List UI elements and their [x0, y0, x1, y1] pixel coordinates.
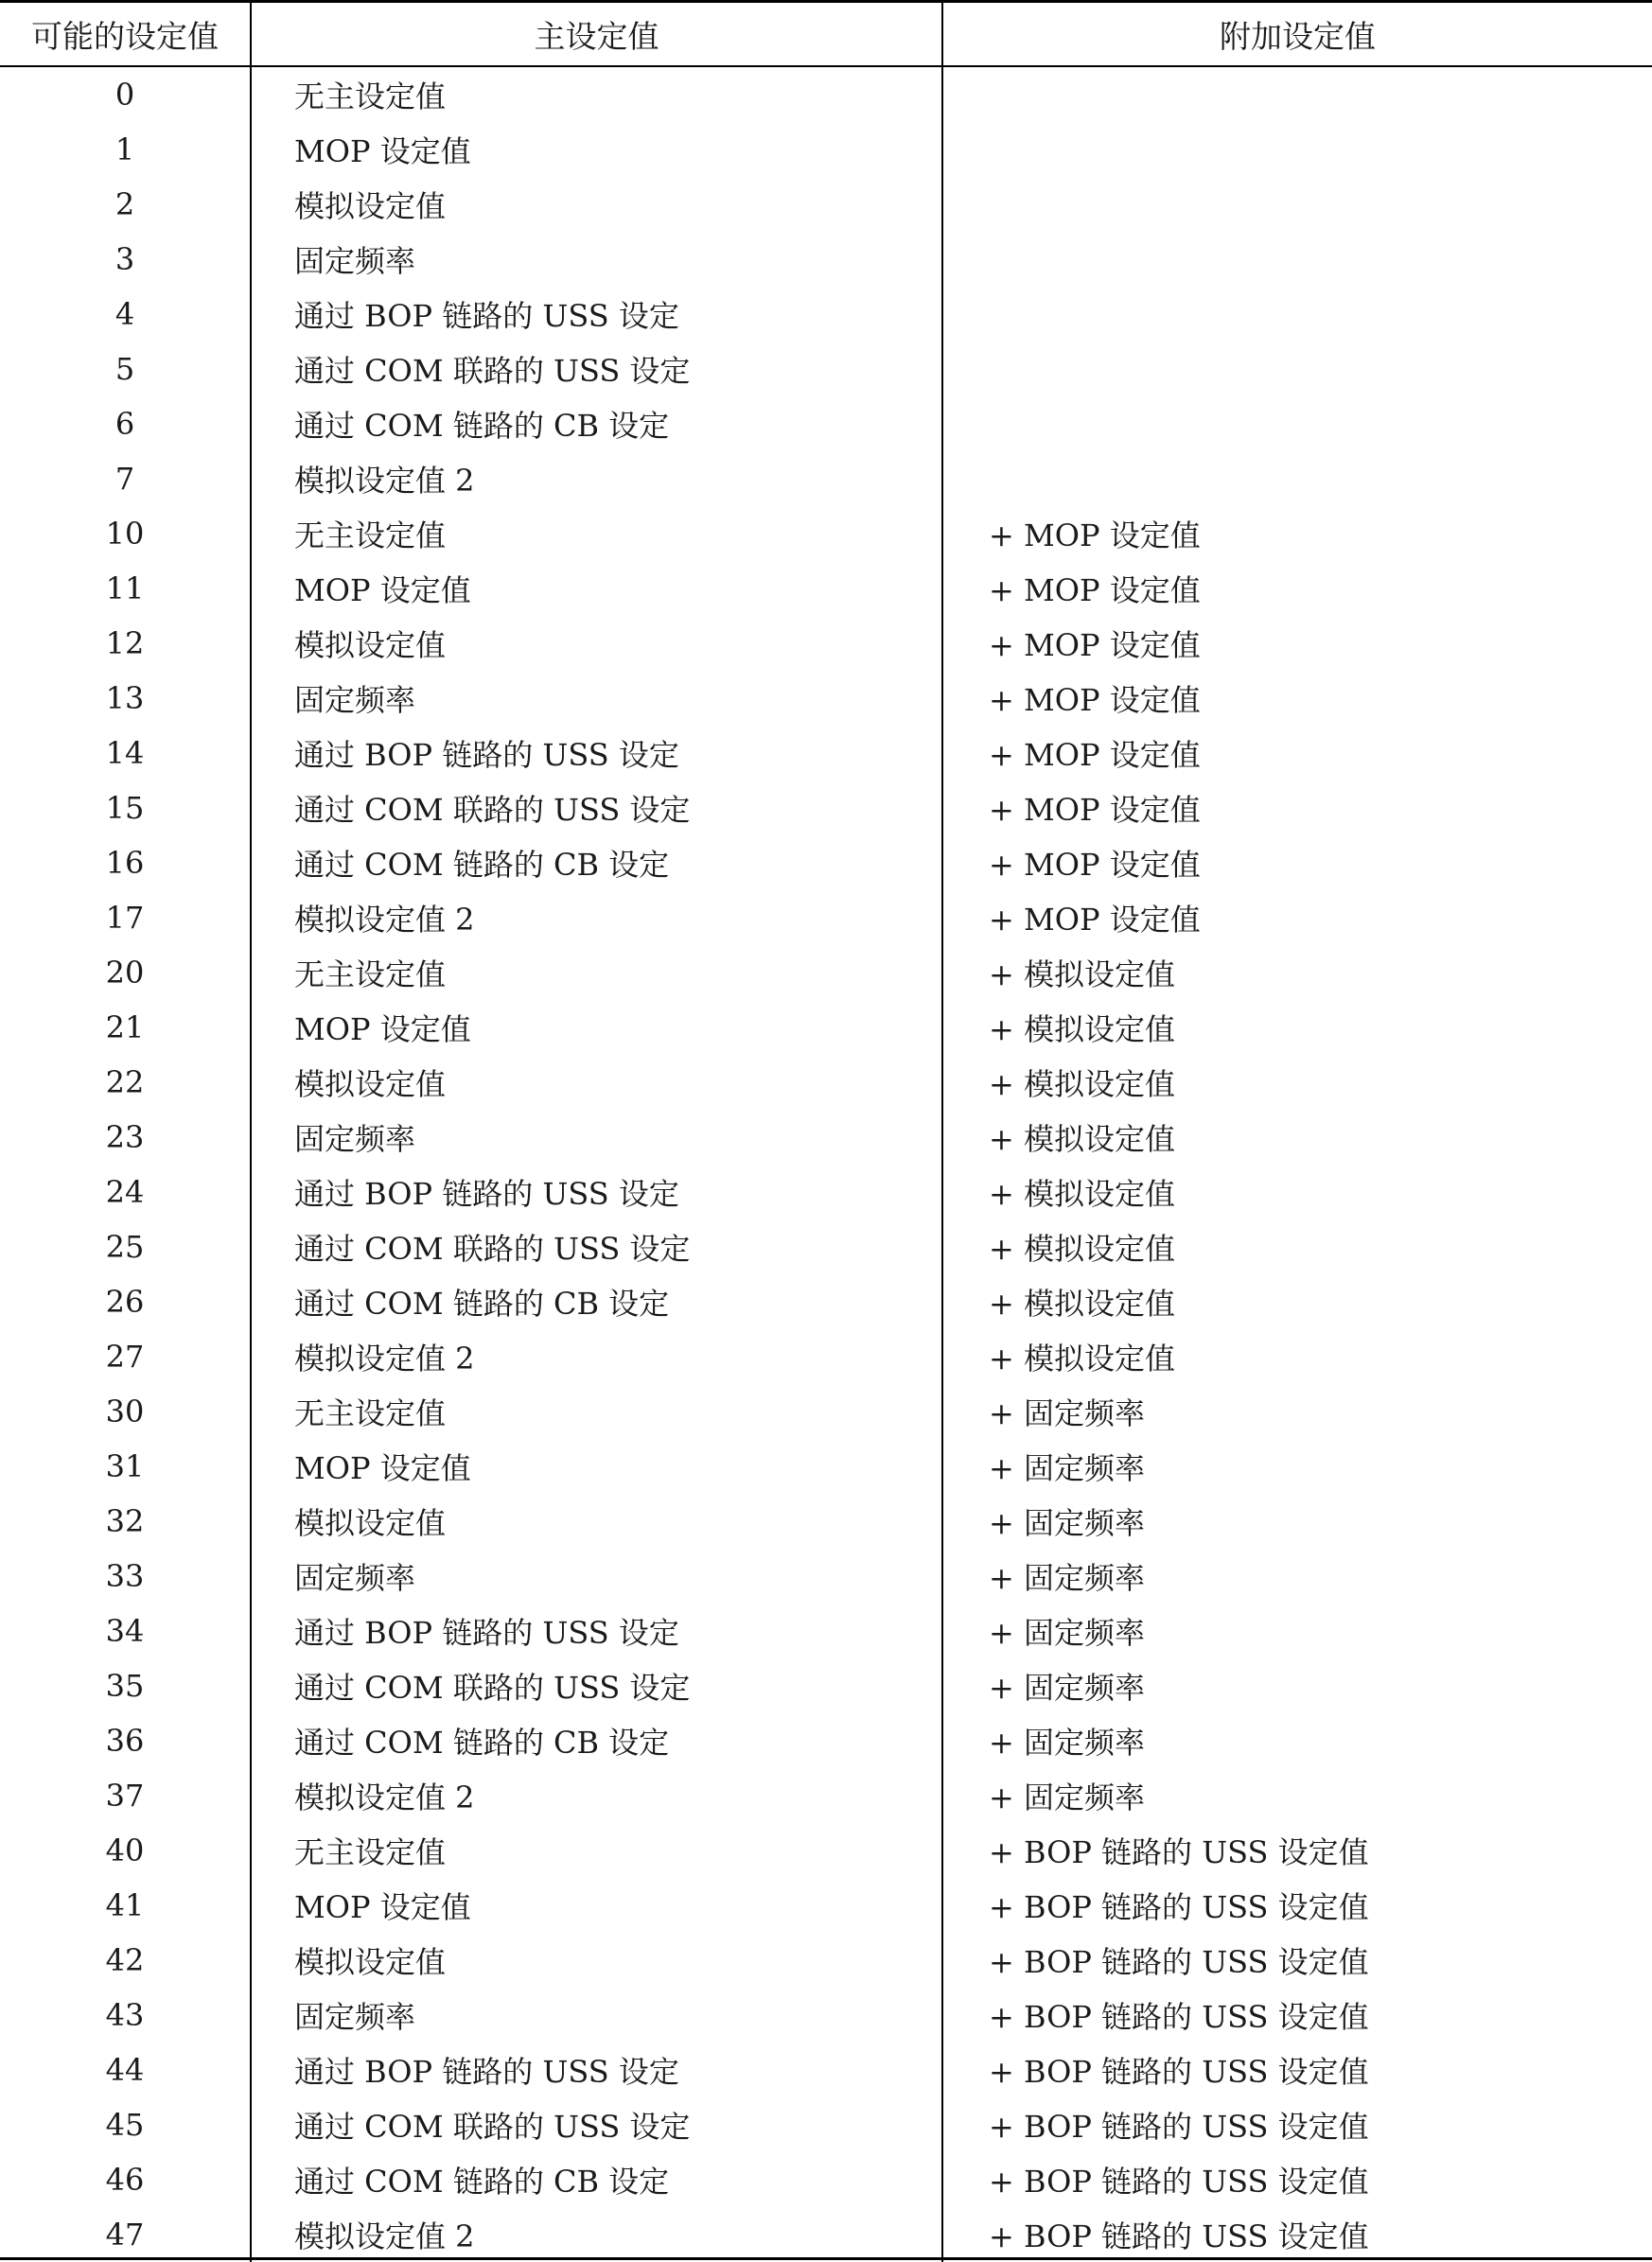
- cell-main-setpoint: 通过 COM 链路的 CB 设定: [251, 2152, 942, 2207]
- cell-main-setpoint: 模拟设定值 2: [251, 2207, 942, 2262]
- table-row: [0, 1713, 1652, 1768]
- cell-additional-setpoint: + MOP 设定值: [989, 902, 1201, 938]
- cell-main-setpoint: MOP 设定值: [251, 561, 942, 616]
- table-row: [0, 2097, 1652, 2152]
- cell-additional-setpoint: [942, 177, 1652, 232]
- cell-main-setpoint: 无主设定值: [251, 945, 942, 1000]
- cell-possible-value: 33: [0, 1549, 251, 1604]
- table-row: [0, 2043, 1652, 2097]
- cell-possible-value: 11: [0, 561, 251, 616]
- cell-possible-value: 25: [0, 1219, 251, 1274]
- cell-main-setpoint: MOP 设定值: [251, 1878, 942, 1933]
- cell-additional-setpoint: + MOP 设定值: [989, 627, 1201, 663]
- table-row: [0, 1768, 1652, 1823]
- table-row: [0, 2207, 1652, 2262]
- cell-additional-setpoint: + MOP 设定值: [989, 682, 1201, 718]
- cell-main-setpoint: MOP 设定值: [251, 1439, 942, 1494]
- table-row: [0, 890, 1652, 945]
- cell-possible-value: 22: [0, 1055, 251, 1110]
- cell-main-setpoint: 通过 BOP 链路的 USS 设定: [251, 1604, 942, 1658]
- cell-main-setpoint: 通过 COM 链路的 CB 设定: [251, 396, 942, 451]
- cell-main-setpoint: 通过 COM 联路的 USS 设定: [251, 780, 942, 835]
- table-row: [0, 1988, 1652, 2043]
- cell-main-setpoint: 模拟设定值: [251, 177, 942, 232]
- setpoint-table: [0, 3, 1652, 2262]
- cell-additional-setpoint: + MOP 设定值: [989, 572, 1201, 608]
- cell-additional-setpoint: + 固定频率: [989, 1505, 1145, 1541]
- table-row: [0, 616, 1652, 671]
- table-body: [0, 66, 1652, 2262]
- cell-main-setpoint: 无主设定值: [251, 506, 942, 561]
- cell-possible-value: 17: [0, 890, 251, 945]
- table-row: [0, 66, 1652, 122]
- cell-main-setpoint: 通过 COM 链路的 CB 设定: [251, 1274, 942, 1329]
- cell-main-setpoint: 模拟设定值 2: [251, 451, 942, 506]
- cell-possible-value: 42: [0, 1933, 251, 1988]
- cell-possible-value: 35: [0, 1658, 251, 1713]
- table-row: [0, 1878, 1652, 1933]
- cell-additional-setpoint: + BOP 链路的 USS 设定值: [989, 2218, 1369, 2254]
- cell-additional-setpoint: + MOP 设定值: [989, 517, 1201, 553]
- table-row: [0, 287, 1652, 342]
- header-additional-setpoint: 附加设定值: [942, 3, 1652, 66]
- cell-additional-setpoint: + BOP 链路的 USS 设定值: [989, 1999, 1369, 2035]
- cell-possible-value: 27: [0, 1329, 251, 1384]
- table-row: [0, 835, 1652, 890]
- header-possible-value: 可能的设定值: [0, 3, 251, 66]
- cell-possible-value: 26: [0, 1274, 251, 1329]
- cell-additional-setpoint: + BOP 链路的 USS 设定值: [989, 1944, 1369, 1980]
- table-row: [0, 1329, 1652, 1384]
- cell-main-setpoint: 模拟设定值 2: [251, 1768, 942, 1823]
- cell-possible-value: 14: [0, 726, 251, 780]
- cell-additional-setpoint: + 固定频率: [989, 1560, 1145, 1596]
- cell-main-setpoint: 无主设定值: [251, 1823, 942, 1878]
- table-row: [0, 1055, 1652, 1110]
- cell-additional-setpoint: [942, 287, 1652, 342]
- cell-main-setpoint: 通过 BOP 链路的 USS 设定: [251, 287, 942, 342]
- cell-main-setpoint: 模拟设定值: [251, 616, 942, 671]
- cell-possible-value: 5: [0, 342, 251, 396]
- cell-possible-value: 30: [0, 1384, 251, 1439]
- table-row: [0, 1658, 1652, 1713]
- cell-additional-setpoint: + BOP 链路的 USS 设定值: [989, 1834, 1369, 1870]
- table-row: [0, 561, 1652, 616]
- table-row: [0, 1549, 1652, 1604]
- table-row: [0, 945, 1652, 1000]
- table-row: [0, 671, 1652, 726]
- cell-possible-value: 37: [0, 1768, 251, 1823]
- cell-main-setpoint: 固定频率: [251, 232, 942, 287]
- cell-possible-value: 16: [0, 835, 251, 890]
- cell-additional-setpoint: + MOP 设定值: [989, 792, 1201, 828]
- cell-possible-value: 20: [0, 945, 251, 1000]
- cell-additional-setpoint: + 固定频率: [989, 1395, 1145, 1431]
- cell-possible-value: 4: [0, 287, 251, 342]
- cell-additional-setpoint: + 模拟设定值: [989, 1066, 1175, 1102]
- cell-additional-setpoint: + 固定频率: [989, 1670, 1145, 1706]
- table-row: [0, 1604, 1652, 1658]
- table-header: [0, 3, 1652, 66]
- cell-possible-value: 13: [0, 671, 251, 726]
- cell-additional-setpoint: [942, 66, 1652, 122]
- cell-possible-value: 23: [0, 1110, 251, 1165]
- cell-possible-value: 24: [0, 1165, 251, 1219]
- table-row: [0, 2152, 1652, 2207]
- table-row: [0, 1384, 1652, 1439]
- table-row: [0, 396, 1652, 451]
- cell-possible-value: 12: [0, 616, 251, 671]
- table-row: [0, 342, 1652, 396]
- table-row: [0, 232, 1652, 287]
- cell-possible-value: 15: [0, 780, 251, 835]
- cell-main-setpoint: 模拟设定值: [251, 1055, 942, 1110]
- cell-main-setpoint: 固定频率: [251, 1110, 942, 1165]
- cell-possible-value: 40: [0, 1823, 251, 1878]
- table-row: [0, 177, 1652, 232]
- cell-possible-value: 6: [0, 396, 251, 451]
- cell-additional-setpoint: + 固定频率: [989, 1450, 1145, 1486]
- table-row: [0, 1439, 1652, 1494]
- cell-possible-value: 47: [0, 2207, 251, 2262]
- cell-possible-value: 36: [0, 1713, 251, 1768]
- cell-main-setpoint: 模拟设定值 2: [251, 890, 942, 945]
- cell-possible-value: 45: [0, 2097, 251, 2152]
- cell-main-setpoint: MOP 设定值: [251, 122, 942, 177]
- cell-additional-setpoint: + 模拟设定值: [989, 1011, 1175, 1047]
- cell-additional-setpoint: [942, 342, 1652, 396]
- cell-possible-value: 44: [0, 2043, 251, 2097]
- cell-main-setpoint: 固定频率: [251, 1549, 942, 1604]
- cell-possible-value: 41: [0, 1878, 251, 1933]
- cell-additional-setpoint: + 固定频率: [989, 1780, 1145, 1815]
- table-row: [0, 122, 1652, 177]
- cell-additional-setpoint: + BOP 链路的 USS 设定值: [989, 2164, 1369, 2200]
- cell-possible-value: 21: [0, 1000, 251, 1055]
- cell-main-setpoint: 模拟设定值: [251, 1933, 942, 1988]
- cell-possible-value: 31: [0, 1439, 251, 1494]
- table-row: [0, 780, 1652, 835]
- cell-main-setpoint: 固定频率: [251, 1988, 942, 2043]
- cell-main-setpoint: 通过 COM 联路的 USS 设定: [251, 1658, 942, 1713]
- cell-additional-setpoint: + 模拟设定值: [989, 1121, 1175, 1157]
- cell-main-setpoint: 无主设定值: [251, 66, 942, 122]
- cell-possible-value: 32: [0, 1494, 251, 1549]
- cell-possible-value: 0: [0, 66, 251, 122]
- cell-main-setpoint: 固定频率: [251, 671, 942, 726]
- cell-additional-setpoint: + 模拟设定值: [989, 1231, 1175, 1267]
- table-row: [0, 1494, 1652, 1549]
- cell-main-setpoint: 通过 COM 联路的 USS 设定: [251, 342, 942, 396]
- cell-main-setpoint: 模拟设定值: [251, 1494, 942, 1549]
- table-row: [0, 1110, 1652, 1165]
- header-row: [0, 3, 1652, 66]
- cell-main-setpoint: 通过 BOP 链路的 USS 设定: [251, 726, 942, 780]
- table-row: [0, 1933, 1652, 1988]
- table-row: [0, 451, 1652, 506]
- cell-additional-setpoint: + 固定频率: [989, 1725, 1145, 1761]
- cell-possible-value: 1: [0, 122, 251, 177]
- table-row: [0, 1165, 1652, 1219]
- table-row: [0, 1823, 1652, 1878]
- cell-additional-setpoint: + 模拟设定值: [989, 956, 1175, 992]
- table-row: [0, 506, 1652, 561]
- cell-main-setpoint: 通过 COM 联路的 USS 设定: [251, 1219, 942, 1274]
- cell-main-setpoint: MOP 设定值: [251, 1000, 942, 1055]
- cell-additional-setpoint: + BOP 链路的 USS 设定值: [989, 2109, 1369, 2145]
- cell-possible-value: 43: [0, 1988, 251, 2043]
- cell-additional-setpoint: + 模拟设定值: [989, 1286, 1175, 1322]
- cell-main-setpoint: 通过 BOP 链路的 USS 设定: [251, 1165, 942, 1219]
- cell-additional-setpoint: + BOP 链路的 USS 设定值: [989, 1889, 1369, 1925]
- cell-additional-setpoint: [942, 396, 1652, 451]
- cell-additional-setpoint: + MOP 设定值: [989, 847, 1201, 883]
- table-row: [0, 1000, 1652, 1055]
- table-row: [0, 1219, 1652, 1274]
- cell-possible-value: 34: [0, 1604, 251, 1658]
- cell-possible-value: 7: [0, 451, 251, 506]
- cell-main-setpoint: 通过 BOP 链路的 USS 设定: [251, 2043, 942, 2097]
- cell-additional-setpoint: + 模拟设定值: [989, 1341, 1175, 1376]
- cell-additional-setpoint: + BOP 链路的 USS 设定值: [989, 2054, 1369, 2090]
- cell-additional-setpoint: [942, 122, 1652, 177]
- cell-additional-setpoint: + 固定频率: [989, 1615, 1145, 1651]
- cell-main-setpoint: 通过 COM 链路的 CB 设定: [251, 1713, 942, 1768]
- header-main-setpoint: 主设定值: [251, 3, 942, 66]
- table-row: [0, 1274, 1652, 1329]
- cell-main-setpoint: 通过 COM 联路的 USS 设定: [251, 2097, 942, 2152]
- cell-possible-value: 2: [0, 177, 251, 232]
- cell-main-setpoint: 通过 COM 链路的 CB 设定: [251, 835, 942, 890]
- cell-additional-setpoint: [942, 451, 1652, 506]
- cell-main-setpoint: 模拟设定值 2: [251, 1329, 942, 1384]
- cell-additional-setpoint: [942, 232, 1652, 287]
- cell-additional-setpoint: + MOP 设定值: [989, 737, 1201, 773]
- cell-main-setpoint: 无主设定值: [251, 1384, 942, 1439]
- cell-possible-value: 3: [0, 232, 251, 287]
- cell-possible-value: 46: [0, 2152, 251, 2207]
- cell-additional-setpoint: + 模拟设定值: [989, 1176, 1175, 1212]
- cell-possible-value: 10: [0, 506, 251, 561]
- table-row: [0, 726, 1652, 780]
